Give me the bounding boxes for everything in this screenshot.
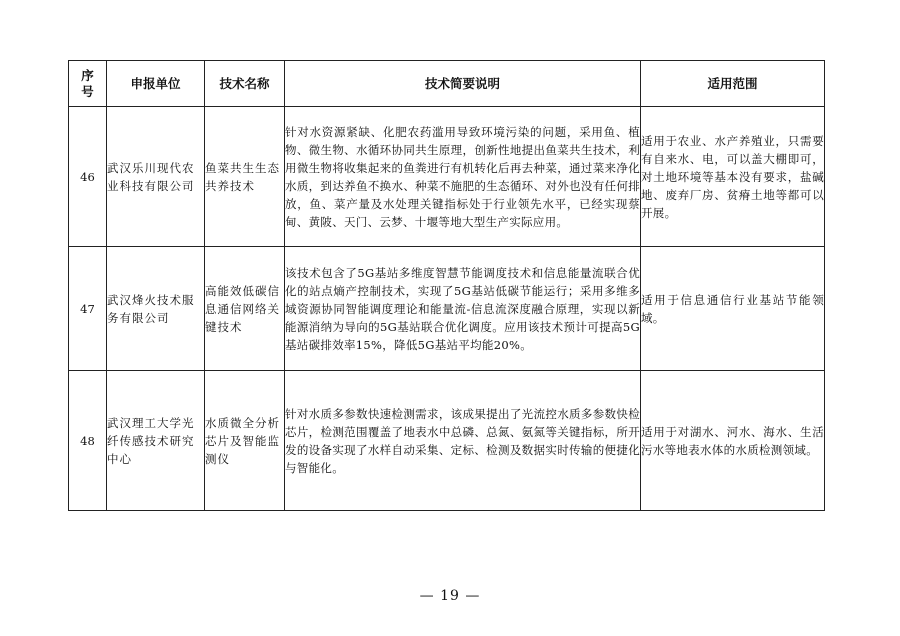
header-serial-number: 序号 — [69, 61, 107, 107]
row-technology-description: 针对水资源紧缺、化肥农药滥用导致环境污染的问题，采用鱼、植物、微生物、水循环协同共生原理，创新性地提出鱼菜共生技术，利用微生物将收集起来的鱼粪进行有机转化后再去种菜，通过菜来净化水质，到达养鱼不换水、种菜不施肥的生态循环、对外也没有任何排放，鱼、菜产量及水处理关键指标处于行业领先水平，已经实现蔡甸、黄陂、天门、云梦、十堰等地大型生产实际应用。 — [285, 107, 641, 247]
row-applicant-unit: 武汉烽火技术服务有限公司 — [107, 247, 205, 371]
table-row — [69, 371, 825, 511]
technology-table — [68, 60, 825, 511]
table-header-row — [69, 61, 825, 107]
table-row — [69, 107, 825, 247]
row-applicant-unit: 武汉理工大学光纤传感技术研究中心 — [107, 371, 205, 511]
header-technology-description: 技术简要说明 — [285, 61, 641, 107]
row-technology-name: 鱼菜共生生态共养技术 — [205, 107, 285, 247]
table-row — [69, 247, 825, 371]
row-application-scope: 适用于农业、水产养殖业，只需要有自来水、电，可以盖大棚即可，对土地环境等基本没有要求，盐碱地、废弃厂房、贫瘠土地等都可以开展。 — [641, 107, 825, 247]
header-technology-name: 技术名称 — [205, 61, 285, 107]
row-applicant-unit: 武汉乐川现代农业科技有限公司 — [107, 107, 205, 247]
row-serial-number: 46 — [69, 107, 107, 247]
row-technology-description: 该技术包含了5G基站多维度智慧节能调度技术和信息能量流联合优化的站点熵产控制技术，实现了5G基站低碳节能运行；采用多维多域资源协同智能调度理论和能量流-信息流深度融合原理，实现以新能源消纳为导向的5G基站联合优化调度。应用该技术预计可提高5G基站碳排效率15%，降低5G基站平均能20%。 — [285, 247, 641, 371]
row-application-scope: 适用于对湖水、河水、海水、生活污水等地表水体的水质检测领域。 — [641, 371, 825, 511]
row-technology-description: 针对水质多参数快速检测需求，该成果提出了光流控水质多参数快检芯片，检测范围覆盖了地表水中总磷、总氮、氨氮等关键指标，所开发的设备实现了水样自动采集、定标、检测及数据实时传输的便捷化与智能化。 — [285, 371, 641, 511]
row-serial-number: 47 — [69, 247, 107, 371]
header-application-scope: 适用范围 — [641, 61, 825, 107]
header-applicant-unit: 申报单位 — [107, 61, 205, 107]
row-application-scope: 适用于信息通信行业基站节能领域。 — [641, 247, 825, 371]
row-technology-name: 水质微全分析芯片及智能监测仪 — [205, 371, 285, 511]
page-number: — 19 — — [419, 588, 481, 604]
row-serial-number: 48 — [69, 371, 107, 511]
row-technology-name: 高能效低碳信息通信网络关键技术 — [205, 247, 285, 371]
